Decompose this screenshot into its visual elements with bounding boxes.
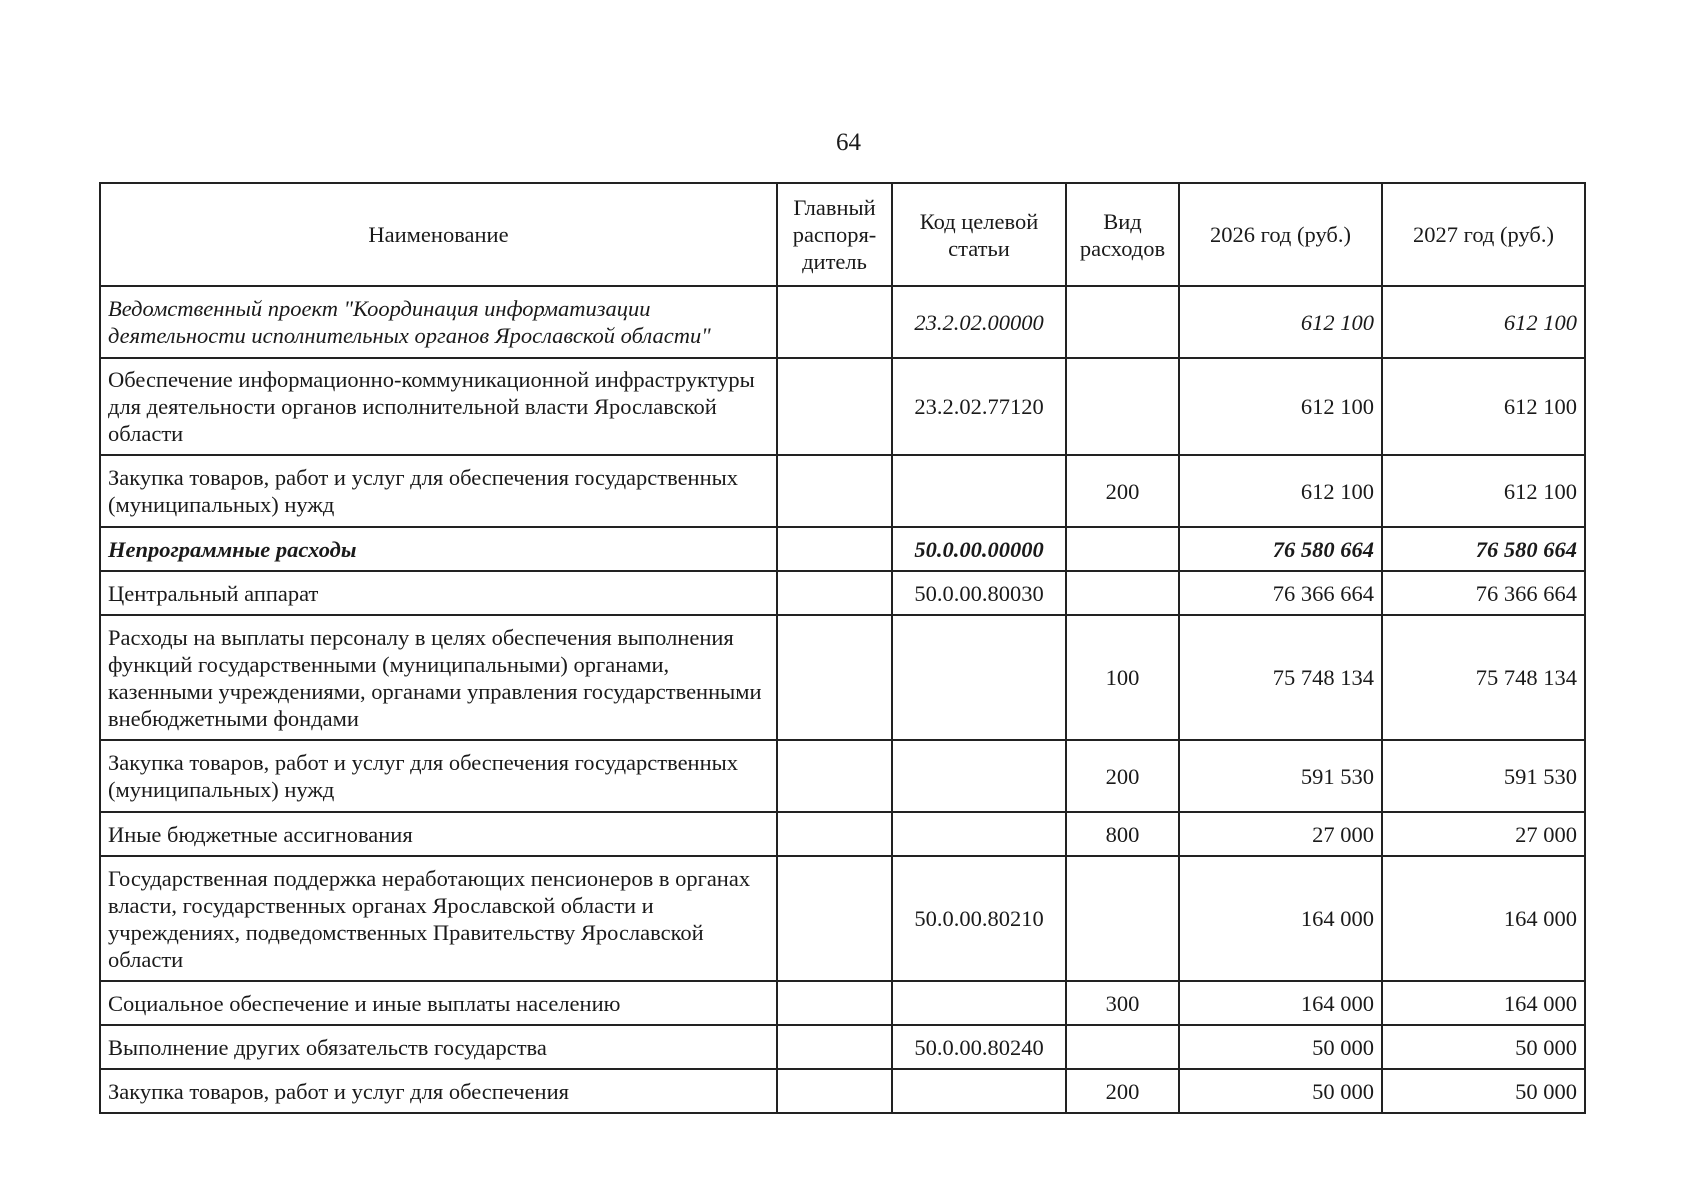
table-row (100, 740, 1585, 812)
cell-expense-type (1066, 527, 1179, 571)
budget-table (99, 182, 1586, 1114)
cell-year-2027: 612 100 (1382, 455, 1585, 527)
cell-name: Обеспечение информационно-коммуникационной инфраструктуры для деятельности органов исполнительной власти Ярославской области (100, 358, 777, 455)
cell-expense-type: 100 (1066, 615, 1179, 740)
cell-expense-type (1066, 358, 1179, 455)
table-row (100, 571, 1585, 615)
table-body (100, 286, 1585, 1113)
cell-name: Закупка товаров, работ и услуг для обеспечения государственных (муниципальных) нужд (100, 740, 777, 812)
cell-expense-type (1066, 571, 1179, 615)
cell-name: Государственная поддержка неработающих пенсионеров в органах власти, государственных органах Ярославской области и учреждениях, подведомственных Правительству Ярославской области (100, 856, 777, 981)
cell-name: Расходы на выплаты персоналу в целях обеспечения выполнения функций государственными (муниципальными) органами, казенными учреждениями, органами управления государственными внебюджетными фондами (100, 615, 777, 740)
cell-year-2027: 164 000 (1382, 856, 1585, 981)
cell-expense-type (1066, 286, 1179, 358)
cell-expense-type: 800 (1066, 812, 1179, 856)
cell-target-code (892, 740, 1066, 812)
cell-chief-administrator (777, 455, 892, 527)
cell-year-2027: 164 000 (1382, 981, 1585, 1025)
cell-target-code: 50.0.00.80240 (892, 1025, 1066, 1069)
cell-chief-administrator (777, 358, 892, 455)
cell-year-2027: 591 530 (1382, 740, 1585, 812)
cell-name: Социальное обеспечение и иные выплаты населению (100, 981, 777, 1025)
cell-target-code: 50.0.00.00000 (892, 527, 1066, 571)
cell-expense-type: 200 (1066, 455, 1179, 527)
cell-name: Закупка товаров, работ и услуг для обеспечения (100, 1069, 777, 1113)
cell-chief-administrator (777, 812, 892, 856)
cell-year-2026: 612 100 (1179, 358, 1382, 455)
table-row (100, 856, 1585, 981)
header-year-2026: 2026 год (руб.) (1179, 183, 1382, 286)
cell-year-2027: 76 366 664 (1382, 571, 1585, 615)
cell-year-2026: 591 530 (1179, 740, 1382, 812)
cell-year-2026: 50 000 (1179, 1069, 1382, 1113)
cell-expense-type (1066, 1025, 1179, 1069)
cell-name: Центральный аппарат (100, 571, 777, 615)
cell-year-2027: 50 000 (1382, 1069, 1585, 1113)
cell-year-2026: 50 000 (1179, 1025, 1382, 1069)
header-target-code: Код целевой статьи (892, 183, 1066, 286)
table-row (100, 455, 1585, 527)
cell-name: Ведомственный проект "Координация информатизации деятельности исполнительных органов Ярославской области" (100, 286, 777, 358)
cell-target-code: 50.0.00.80030 (892, 571, 1066, 615)
cell-year-2027: 27 000 (1382, 812, 1585, 856)
table-row (100, 615, 1585, 740)
cell-target-code (892, 455, 1066, 527)
cell-chief-administrator (777, 571, 892, 615)
table-row (100, 1069, 1585, 1113)
cell-target-code: 50.0.00.80210 (892, 856, 1066, 981)
header-year-2027: 2027 год (руб.) (1382, 183, 1585, 286)
cell-chief-administrator (777, 1069, 892, 1113)
cell-chief-administrator (777, 615, 892, 740)
cell-year-2026: 164 000 (1179, 981, 1382, 1025)
cell-chief-administrator (777, 856, 892, 981)
cell-target-code: 23.2.02.77120 (892, 358, 1066, 455)
table-row (100, 527, 1585, 571)
cell-name: Иные бюджетные ассигнования (100, 812, 777, 856)
cell-chief-administrator (777, 286, 892, 358)
header-chief-administrator: Главный распоря-дитель (777, 183, 892, 286)
cell-year-2026: 76 580 664 (1179, 527, 1382, 571)
cell-expense-type (1066, 856, 1179, 981)
cell-year-2026: 76 366 664 (1179, 571, 1382, 615)
cell-year-2026: 612 100 (1179, 455, 1382, 527)
cell-year-2026: 27 000 (1179, 812, 1382, 856)
cell-year-2027: 612 100 (1382, 286, 1585, 358)
cell-target-code (892, 812, 1066, 856)
cell-year-2026: 164 000 (1179, 856, 1382, 981)
cell-name: Выполнение других обязательств государства (100, 1025, 777, 1069)
cell-year-2027: 76 580 664 (1382, 527, 1585, 571)
page-number: 64 (836, 129, 861, 156)
table-row (100, 812, 1585, 856)
header-expense-type: Вид расходов (1066, 183, 1179, 286)
table-row (100, 1025, 1585, 1069)
cell-chief-administrator (777, 740, 892, 812)
table-header-row (100, 183, 1585, 286)
cell-target-code (892, 1069, 1066, 1113)
cell-target-code (892, 615, 1066, 740)
cell-year-2027: 612 100 (1382, 358, 1585, 455)
table-row (100, 358, 1585, 455)
cell-expense-type: 300 (1066, 981, 1179, 1025)
cell-chief-administrator (777, 527, 892, 571)
table-row (100, 286, 1585, 358)
cell-year-2027: 50 000 (1382, 1025, 1585, 1069)
cell-chief-administrator (777, 1025, 892, 1069)
header-name: Наименование (100, 183, 777, 286)
cell-year-2026: 612 100 (1179, 286, 1382, 358)
cell-expense-type: 200 (1066, 740, 1179, 812)
cell-chief-administrator (777, 981, 892, 1025)
cell-target-code: 23.2.02.00000 (892, 286, 1066, 358)
cell-name: Закупка товаров, работ и услуг для обеспечения государственных (муниципальных) нужд (100, 455, 777, 527)
cell-name: Непрограммные расходы (100, 527, 777, 571)
table-row (100, 981, 1585, 1025)
cell-year-2026: 75 748 134 (1179, 615, 1382, 740)
cell-target-code (892, 981, 1066, 1025)
cell-expense-type: 200 (1066, 1069, 1179, 1113)
cell-year-2027: 75 748 134 (1382, 615, 1585, 740)
